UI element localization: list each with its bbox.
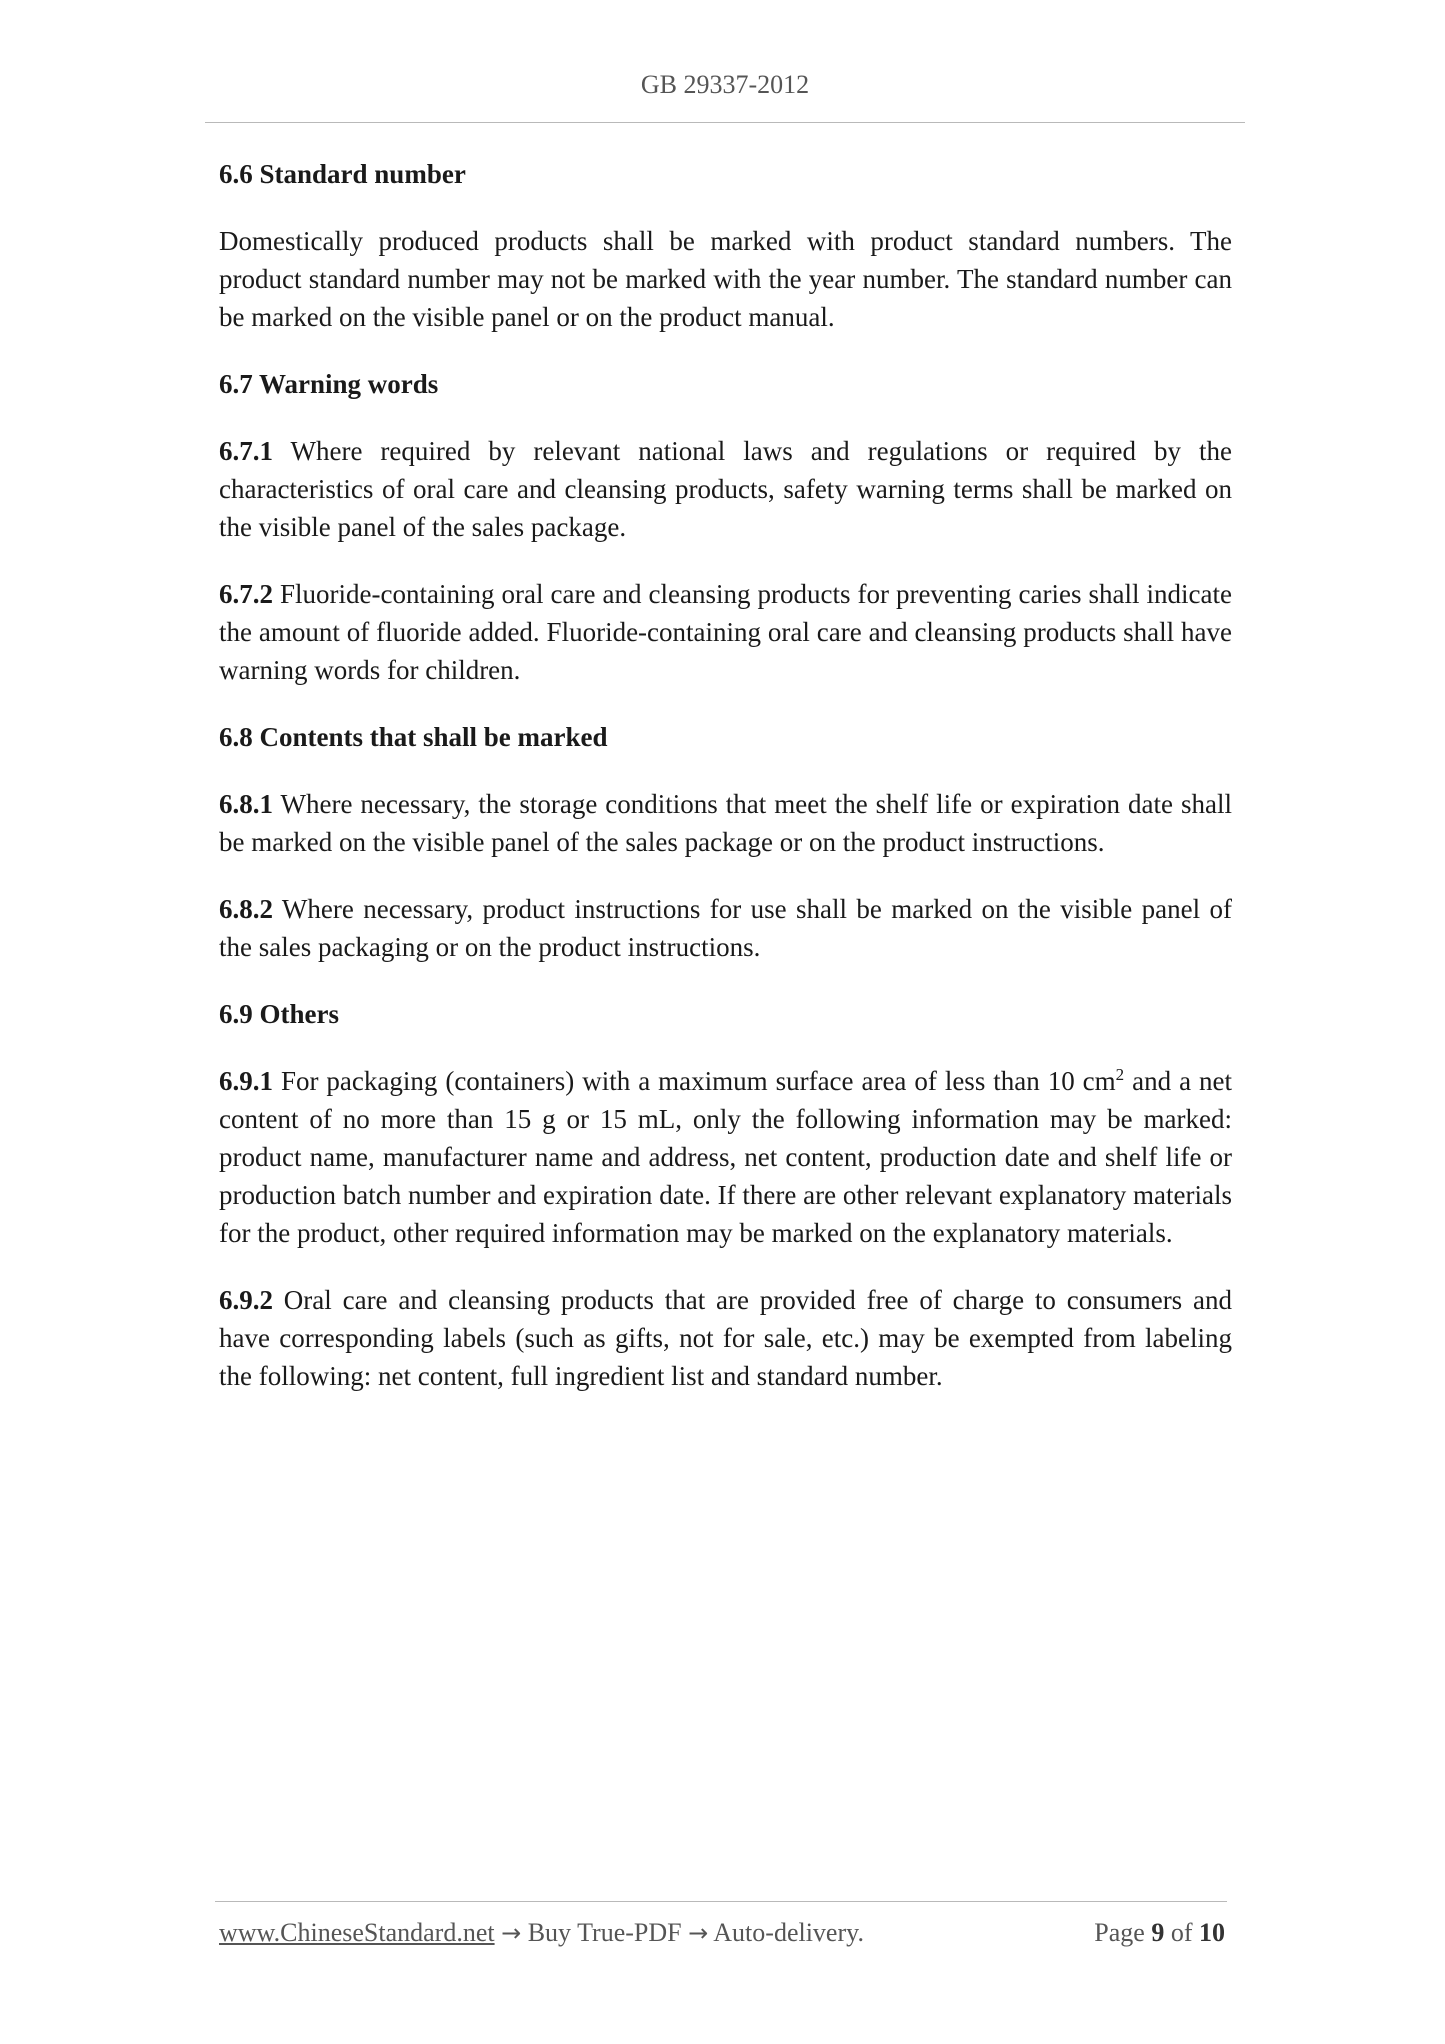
clause-number: 6.7.2 <box>219 579 273 609</box>
document-header-title: GB 29337-2012 <box>640 70 810 99</box>
superscript: 2 <box>1115 1065 1125 1084</box>
clause-text: Where necessary, product instructions for use shall be marked on the visible panel of the sales packaging or on the product instructions. <box>219 894 1232 962</box>
clause-6-9-2 <box>219 1281 1232 1395</box>
clause-text: For packaging (containers) with a maximum surface area of less than 10 cm <box>273 1066 1116 1096</box>
clause-text: and a net content of no more than 15 g or 15 mL, only the following information may be marked: product name, manufacturer name and address, net content, production date and shelf life or production batch number and expiration date. If there are other relevant explanatory materials for the product, other required information may be marked on the explanatory materials. <box>219 1066 1232 1248</box>
page-current: 9 <box>1151 1918 1165 1947</box>
document-body <box>219 155 1232 1424</box>
page-of: of <box>1164 1918 1199 1947</box>
header-divider <box>205 122 1245 123</box>
delivery-text: Auto-delivery. <box>708 1918 864 1947</box>
clause-text: Oral care and cleansing products that are provided free of charge to consumers and have corresponding labels (such as gifts, not for sale, etc.) may be exempted from labeling the following: net content, full ingredient list and standard number. <box>219 1285 1232 1391</box>
clause-text: Fluoride-containing oral care and cleansing products for preventing caries shall indicate the amount of fluoride added. Fluoride-containing oral care and cleansing products shall have warning words for children. <box>219 579 1232 685</box>
section-6-6-heading: 6.6 Standard number <box>219 159 466 189</box>
buy-text: Buy True-PDF <box>521 1918 689 1947</box>
clause-number: 6.7.1 <box>219 436 273 466</box>
footer-promo <box>219 1918 864 1948</box>
page-total: 10 <box>1199 1918 1225 1947</box>
footer-divider <box>215 1901 1227 1902</box>
section-6-7-heading: 6.7 Warning words <box>219 369 439 399</box>
clause-6-8-1 <box>219 785 1232 861</box>
arrow-right-icon: → <box>501 1919 522 1947</box>
clause-6-8-2 <box>219 890 1232 966</box>
clause-6-9-1 <box>219 1062 1232 1252</box>
clause-6-7-1 <box>219 432 1232 546</box>
clause-number: 6.9.1 <box>219 1066 273 1096</box>
section-6-6-paragraph: Domestically produced products shall be marked with product standard numbers. The product standard number may not be marked with the year number. The standard number can be marked on the visible panel or on the product manual. <box>219 226 1232 332</box>
clause-number: 6.8.1 <box>219 789 273 819</box>
section-6-9-heading: 6.9 Others <box>219 999 339 1029</box>
website-link[interactable]: www.ChineseStandard.net <box>219 1918 495 1947</box>
clause-6-7-2 <box>219 575 1232 689</box>
section-6-8-heading: 6.8 Contents that shall be marked <box>219 722 608 752</box>
arrow-right-icon: → <box>688 1919 709 1947</box>
page-label: Page <box>1094 1918 1152 1947</box>
clause-number: 6.9.2 <box>219 1285 273 1315</box>
clause-number: 6.8.2 <box>219 894 273 924</box>
clause-text: Where necessary, the storage conditions that meet the shelf life or expiration date shall be marked on the visible panel of the sales package or on the product instructions. <box>219 789 1232 857</box>
clause-text: Where required by relevant national laws and regulations or required by the characteristics of oral care and cleansing products, safety warning terms shall be marked on the visible panel of the sales package. <box>219 436 1232 542</box>
page-indicator <box>1094 1918 1225 1948</box>
